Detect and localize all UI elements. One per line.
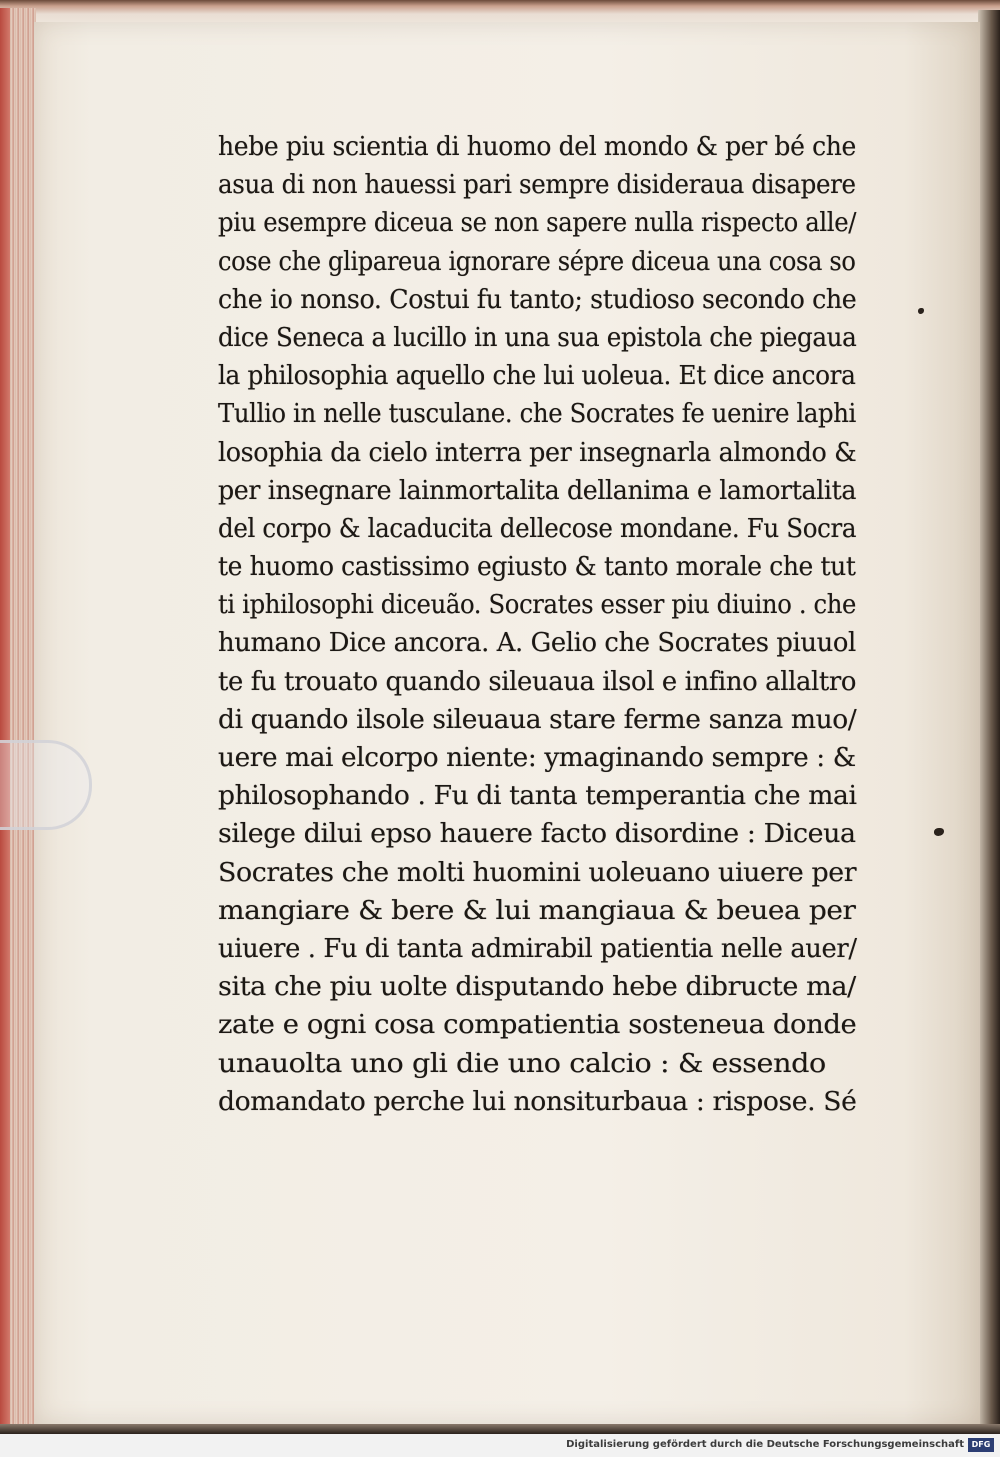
text-line: di quando ilsole sileuaua stare ferme sanza muo/: [218, 703, 857, 735]
text-line: per insegnare lainmortalita dellanima e lamortalita: [218, 474, 857, 506]
text-line: domandato perche lui nonsiturbaua : rispose. Sé: [218, 1085, 857, 1117]
text-line: sita che piu uolte disputando hebe dibructe ma/: [218, 971, 856, 1003]
red-gilt-edge: [0, 8, 10, 1428]
page-text: [218, 128, 858, 1121]
text-line: hebe piu scientia di huomo del mondo & per bé che: [218, 131, 856, 162]
text-line: Socrates che molti huomini uoleuano uiuere per: [218, 856, 857, 888]
text-line: dice Seneca a lucillo in una sua epistola che piegaua: [218, 321, 857, 353]
text-line: zate e ogni cosa compatientia sosteneua donde: [218, 1009, 857, 1041]
text-line: che io nonso. Costui fu tanto; studioso secondo che: [218, 283, 857, 315]
text-line: del corpo & lacaducita dellecose mondane. Fu Socra: [218, 512, 857, 544]
text-line: losophia da cielo interra per insegnarla almondo &: [218, 436, 857, 468]
text-line: uiuere . Fu di tanta admirabil patientia nelle auer/: [218, 932, 857, 964]
text-line: asua di non hauessi pari sempre disideraua disapere: [218, 169, 856, 201]
right-binding-shadow: [978, 10, 1000, 1432]
text-line: silege dilui epso hauere facto disordine : Diceua: [218, 818, 856, 850]
text-line: unauolta uno gli die uno calcio : & essendo: [218, 1047, 826, 1079]
text-line: la philosophia aquello che lui uoleua. Et dice ancora: [218, 360, 856, 392]
text-line: cose che glipareua ignorare sépre diceua una cosa so: [218, 245, 856, 277]
funding-credit: Digitalisierung gefördert durch die Deutsche Forschungsgemeinschaft: [566, 1439, 964, 1450]
dfg-logo: DFG: [968, 1438, 994, 1452]
text-line: te fu trouato quando sileuaua ilsol e infino allaltro: [218, 665, 857, 697]
footer-bar: [0, 1434, 1000, 1457]
text-line: mangiare & bere & lui mangiaua & beuea per: [218, 894, 856, 926]
bottom-page-edge: [0, 1424, 1000, 1434]
text-line: te huomo castissimo egiusto & tanto morale che tut: [218, 551, 856, 583]
text-line: humano Dice ancora. A. Gelio che Socrates piuuol: [218, 627, 856, 659]
text-line: philosophando . Fu di tanta temperantia che mai: [218, 780, 857, 812]
page-clip: [0, 740, 92, 830]
text-line: ti iphilosophi diceuão. Socrates esser piu diuino . che: [218, 589, 857, 621]
text-line: uere mai elcorpo niente: ymaginando sempre : &: [218, 742, 856, 773]
text-line: piu esempre diceua se non sapere nulla rispecto alle/: [218, 207, 857, 239]
text-line: Tullio in nelle tusculane. che Socrates fe uenire laphi: [218, 398, 856, 430]
